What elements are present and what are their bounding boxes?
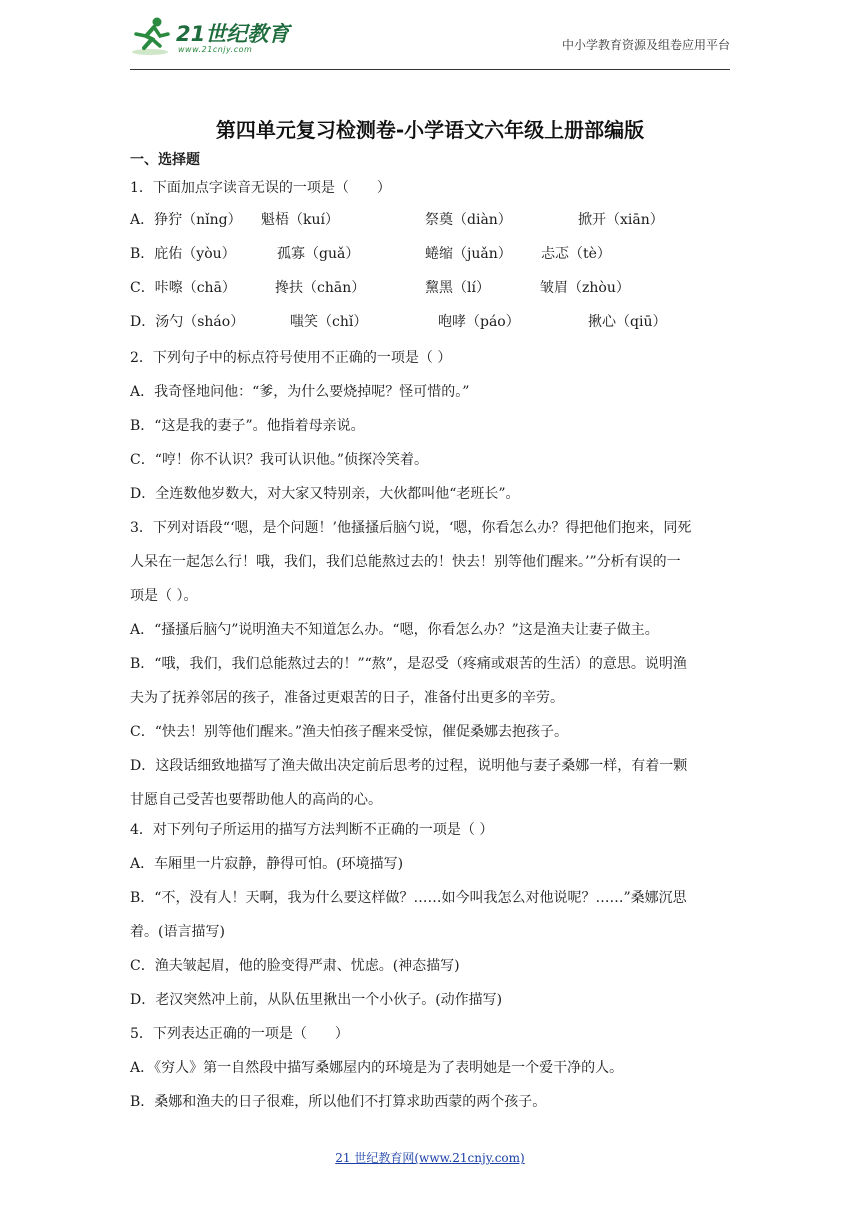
q4-option-a: A．车厢里一片寂静，静得可怕。(环境描写): [130, 856, 404, 872]
q1-option-d-word3: 咆哮（páo）: [438, 314, 520, 330]
running-figure-icon: [130, 14, 174, 58]
q2-option-b: B．“这是我的妻子”。他指着母亲说。: [130, 418, 365, 434]
q1-option-c-word3: 黧黑（lí）: [425, 280, 490, 296]
q2-option-d: D．全连数他岁数大，对大家又特别亲，大伙都叫他“老班长”。: [130, 486, 520, 502]
q4-option-c: C．渔夫皱起眉，他的脸变得严肃、忧虑。(神态描写): [130, 958, 460, 974]
page-header: [130, 12, 730, 68]
q1-option-b-word3: 蜷缩（juǎn）: [425, 246, 512, 262]
q4-option-b-line1: B．“不，没有人！天啊，我为什么要这样做？……如今叫我怎么对他说呢？……”桑娜沉思: [130, 890, 687, 906]
question-5-stem: 5．下列表达正确的一项是（ ）: [130, 1026, 349, 1042]
q2-option-a: A．我奇怪地问他：“爹，为什么要烧掉呢？怪可惜的。”: [130, 384, 470, 400]
q1-option-a-word3: 祭奠（diàn）: [425, 212, 512, 228]
q1-option-d-word2: 嗤笑（chǐ）: [290, 314, 368, 330]
q1-option-a-word2: 魁梧（kuí）: [261, 212, 339, 228]
logo-url: www.21cnjy.com: [178, 45, 253, 54]
q2-option-c: C．“哼！你不认识？我可认识他。”侦探冷笑着。: [130, 452, 429, 468]
q3-option-d-line2: 甘愿自己受苦也要帮助他人的高尚的心。: [130, 792, 382, 808]
q3-option-b-line2: 夫为了抚养邻居的孩子，准备过更艰苦的日子，准备付出更多的辛劳。: [130, 690, 564, 706]
q3-option-b-line1: B．“哦，我们，我们总能熬过去的！”“熬”，是忍受（疼痛或艰苦的生活）的意思。说明渔: [130, 656, 687, 672]
q1-option-a-word4: 掀开（xiān）: [578, 212, 664, 228]
q1-option-b-word4: 忐忑（tè）: [541, 246, 611, 262]
site-logo[interactable]: [130, 12, 300, 62]
q1-option-d-word4: 揪心（qiū）: [588, 314, 667, 330]
footer-link[interactable]: 21 世纪教育网(www.21cnjy.com): [335, 1151, 525, 1165]
question-3-stem-line1: 3．下列对语段“‘嗯，是个问题！’他搔搔后脑勺说，‘嗯，你看怎么办？得把他们抱来，同死: [130, 520, 692, 536]
q5-option-b: B．桑娜和渔夫的日子很难，所以他们不打算求助西蒙的两个孩子。: [130, 1094, 547, 1110]
question-4-stem: 4．对下列句子所运用的描写方法判断不正确的一项是（ ）: [130, 822, 494, 838]
question-2-stem: 2．下列句子中的标点符号使用不正确的一项是（ ）: [130, 350, 452, 366]
q4-option-b-line2: 着。(语言描写): [130, 924, 225, 940]
question-3-stem-line3: 项是（ ）。: [130, 588, 198, 604]
question-3-stem-line2: 人呆在一起怎么行！哦，我们，我们总能熬过去的！快去！别等他们醒来。’”分析有误的一: [130, 554, 681, 570]
q1-option-d-word1: D．汤勺（sháo）: [130, 314, 245, 330]
q3-option-d-line1: D．这段话细致地描写了渔夫做出决定前后思考的过程，说明他与妻子桑娜一样，有着一颗: [130, 758, 688, 774]
q1-option-c-word1: C．咔嚓（chā）: [130, 280, 236, 296]
q1-option-b-word1: B．庇佑（yòu）: [130, 246, 236, 262]
logo-name: 21世纪教育: [176, 22, 290, 46]
section-heading: 一、选择题: [130, 152, 200, 168]
q3-option-a: A．“搔搔后脑勺”说明渔夫不知道怎么办。“嗯，你看怎么办？”这是渔夫让妻子做主。: [130, 622, 659, 638]
q1-option-c-word2: 搀扶（chān）: [275, 280, 366, 296]
header-divider: [130, 69, 730, 70]
header-platform-text: 中小学教育资源及组卷应用平台: [561, 38, 730, 52]
q1-option-a-word1: A．狰狞（nǐng）: [130, 212, 242, 228]
page-title: 第四单元复习检测卷-小学语文六年级上册部编版: [215, 118, 645, 142]
q4-option-d: D．老汉突然冲上前，从队伍里揪出一个小伙子。(动作描写): [130, 992, 503, 1008]
q1-option-c-word4: 皱眉（zhòu）: [540, 280, 630, 296]
q1-option-b-word2: 孤寡（guǎ）: [277, 246, 360, 262]
q5-option-a: A．《穷人》第一自然段中描写桑娜屋内的环境是为了表明她是一个爱干净的人。: [130, 1060, 624, 1076]
question-1-stem: 1．下面加点字读音无误的一项是（ ）: [130, 180, 391, 196]
q3-option-c: C．“快去！别等他们醒来。”渔夫怕孩子醒来受惊，催促桑娜去抱孩子。: [130, 724, 569, 740]
